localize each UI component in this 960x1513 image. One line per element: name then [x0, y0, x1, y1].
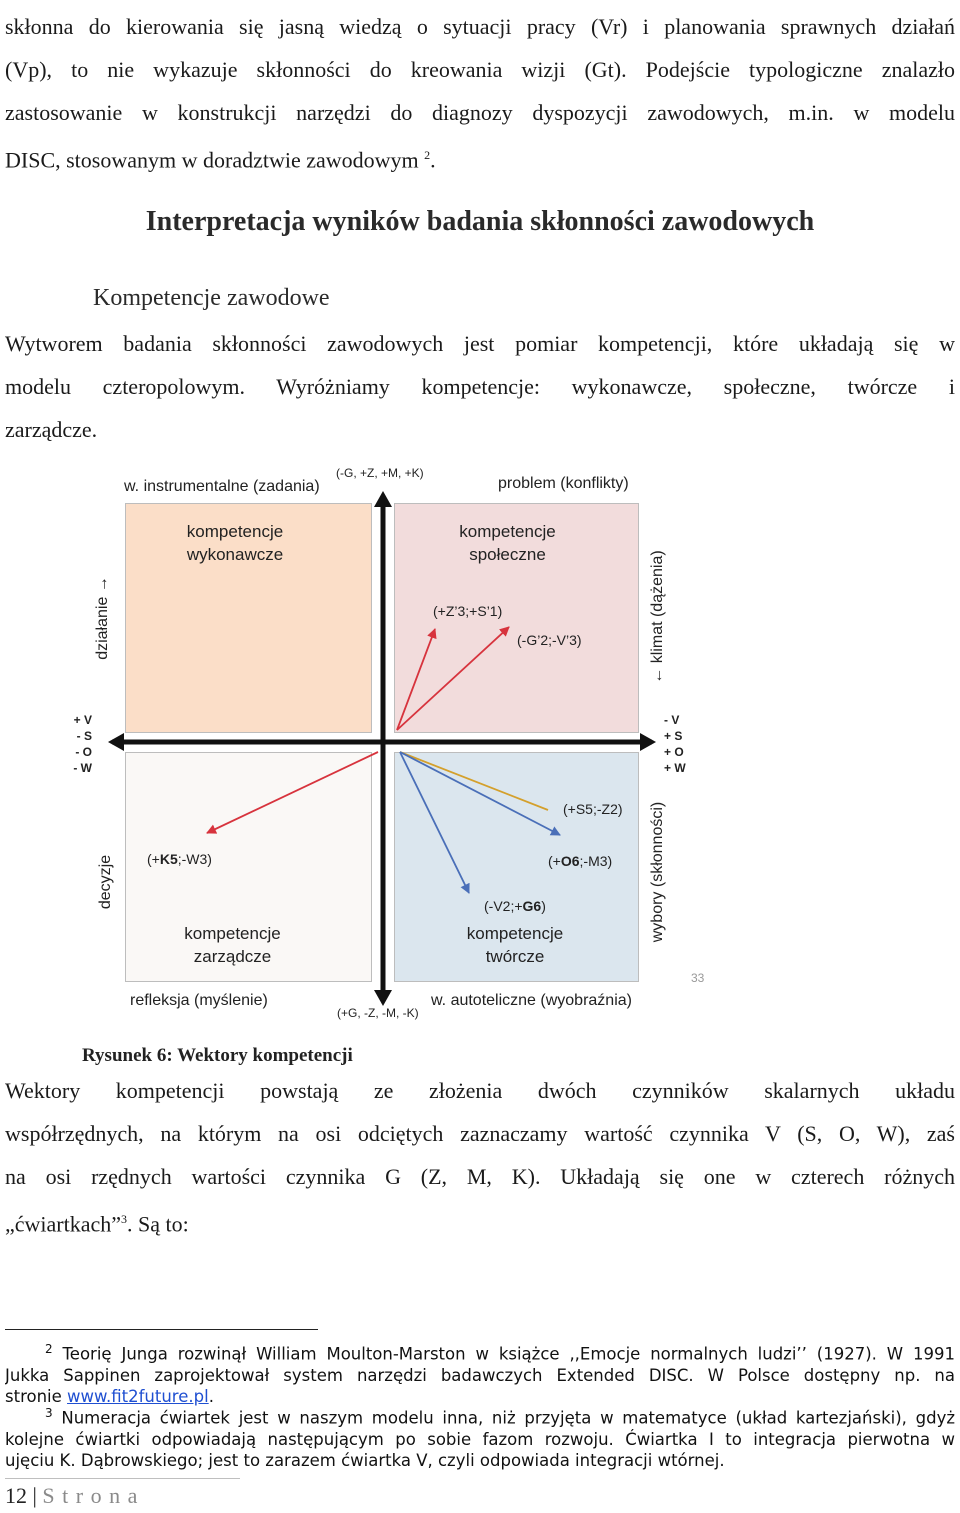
para2-line-4: „ćwiartkach”$^3$. Są to:: [5, 1211, 189, 1237]
arrow-left-icon: ←: [649, 667, 666, 684]
vector-management: [207, 752, 378, 833]
footer-rule: [5, 1478, 240, 1479]
right-lower-vertical-label: wybory (skłonności): [649, 801, 666, 943]
axis-arrow-right-icon: [640, 733, 656, 751]
vector-label-k5w3: (+K5;-W3): [147, 851, 212, 867]
quadrant-top-left-label: kompetencje wykonawcze: [186, 522, 284, 564]
bottom-right-label: w. autoteliczne (wyobraźnia): [431, 992, 632, 1009]
vector-label-s5z2: (+S5;-Z2): [563, 801, 623, 817]
vector-label-z3s1: (+Z’3;+S’1): [433, 603, 503, 619]
quadrant-bottom-right-label: kompetencje twórcze: [466, 924, 564, 966]
section-title: Interpretacja wyników badania skłonności zawodowych: [145, 206, 815, 237]
page-footer: [5, 1483, 138, 1509]
axis-arrow-up-icon: [374, 491, 392, 507]
para2-line-2: współrzędnych, na którym na osi odciętych zaznaczamy wartość czynnika V (S, O, W), zaś: [5, 1121, 955, 1146]
top-center-label: (-G, +Z, +M, +K): [336, 466, 424, 480]
vector-creative-gold: [400, 752, 548, 810]
vector-label-g2v3: (-G’2;-V’3): [517, 632, 582, 648]
footer-separator: |: [32, 1483, 37, 1508]
quadrant-bottom-left-label: kompetencje zarządcze: [184, 924, 281, 966]
diagram-page-number: 33: [691, 971, 705, 985]
left-upper-vertical-label: działanie →: [94, 576, 111, 660]
axis-arrow-left-icon: [108, 733, 124, 751]
vector-creative-2: [400, 752, 469, 893]
axis-arrow-down-icon: [374, 990, 392, 1006]
top-right-label: problem (konflikty): [498, 475, 629, 492]
vector-social-2: [397, 627, 509, 730]
quadrant-top-right-label: kompetencje społeczne: [459, 522, 556, 564]
footnote-2: $^2$ Teorię Junga rozwinął William Moulton-Marston w książce ,,Emocje normalnych ludzi’’ (1927). W 1991 Jukka Sappinen zaprojektował system narzędzi badawczych Extended DISC. W Polsce dostępny np. na stronie www.fit2future.pl.: [5, 1342, 955, 1406]
fit2future-link[interactable]: www.fit2future.pl: [67, 1386, 209, 1406]
vector-creative-1: [400, 752, 560, 835]
intro-line-2: (Vp), to nie wykazuje skłonności do kreowania wizji (Gt). Podejście typologiczne znalazło: [5, 57, 955, 82]
page-label: S t r o n a: [42, 1483, 139, 1508]
arrow-right-icon: →: [94, 576, 111, 593]
vertical-axis: [374, 491, 392, 1006]
bottom-center-label: (+G, -Z, -M, -K): [337, 1006, 419, 1020]
para1-line-2: modelu czteropolowym. Wyróżniamy kompetencje: wykonawcze, społeczne, twórcze i: [5, 374, 955, 399]
intro-line-4: DISC, stosowanym w doradztwie zawodowym $^2$.: [5, 147, 436, 173]
page-number: 12: [5, 1483, 27, 1508]
subsection-title: Kompetencje zawodowe: [93, 285, 330, 311]
footnote-separator: [5, 1329, 318, 1330]
vector-social-1: [397, 629, 435, 730]
right-axis-values: - V + S + O + W: [664, 713, 686, 775]
vector-label-o6m3: (+O6;-M3): [548, 853, 613, 869]
intro-line-1: skłonna do kierowania się jasną wiedzą o sytuacji pracy (Vr) i planowania sprawnych działań: [5, 14, 955, 39]
intro-line-3: zastosowanie w konstrukcji narzędzi do diagnozy dyspozycji zawodowych, m.in. w modelu: [5, 100, 955, 125]
figure-caption: Rysunek 6: Wektory kompetencji: [82, 1045, 353, 1066]
right-upper-vertical-label: ← klimat (dążenia): [649, 550, 666, 684]
left-lower-vertical-label: decyzje: [97, 854, 114, 910]
left-axis-values: + V - S - O - W: [73, 713, 92, 775]
bottom-left-label: refleksja (myślenie): [130, 992, 268, 1009]
para1-line-3: zarządcze.: [5, 417, 98, 442]
para1-line-1: Wytworem badania skłonności zawodowych jest pomiar kompetencji, które układają się w: [5, 331, 955, 356]
top-left-label: w. instrumentalne (zadania): [124, 478, 320, 495]
vector-label-v2g6: (-V2;+G6): [484, 898, 546, 914]
para2-line-1: Wektory kompetencji powstają ze złożenia dwóch czynników skalarnych układu: [5, 1078, 955, 1103]
competence-diagram: [0, 455, 960, 1035]
para2-line-3: na osi rzędnych wartości czynnika G (Z, M, K). Układają się one w czterech różnych: [5, 1164, 955, 1189]
footnote-3: $^3$ Numeracja ćwiartek jest w naszym modelu inna, niż przyjęta w matematyce (układ kartezjański), gdyż kolejne ćwiartki odpowiadają następującym po sobie fazom rozwoju. Ćwiartka I to integracja pierwotna w ujęciu K. Dąbrowskiego; jest to zarazem ćwiartka V, czyli odpowiada integracji wtórnej.: [5, 1406, 955, 1470]
